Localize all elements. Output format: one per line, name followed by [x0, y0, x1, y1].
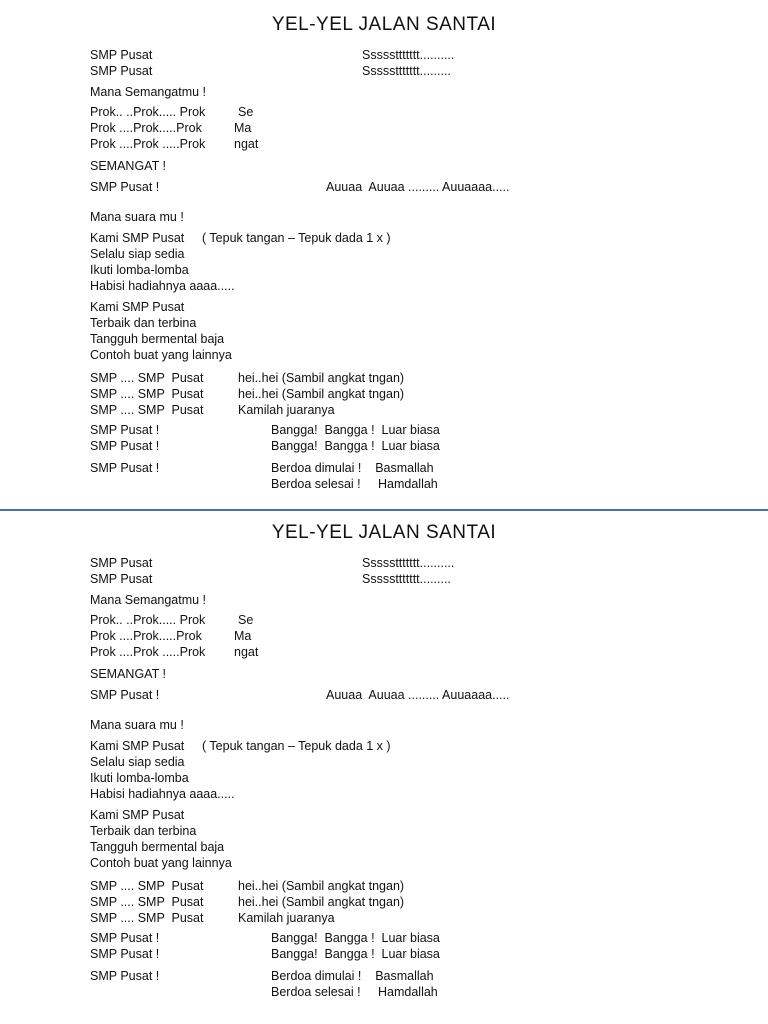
text-line: Kami SMP Pusat [90, 231, 185, 245]
text-line: SMP Pusat [90, 556, 153, 570]
text-line: SMP .... SMP Pusat [90, 371, 204, 385]
text-line: ngat [234, 645, 259, 659]
text-line: Selalu siap sedia [90, 247, 185, 261]
text-line: SMP .... SMP Pusat [90, 403, 204, 417]
text-line: Kamilah juaranya [238, 911, 335, 925]
page-title: YEL-YEL JALAN SANTAI [271, 522, 497, 543]
text-line: Sssssttttttt......... [362, 64, 451, 78]
text-line: Mana Semangatmu ! [90, 85, 207, 99]
text-line: Se [238, 105, 254, 119]
document-page-2 [0, 508, 768, 1016]
text-line: SMP .... SMP Pusat [90, 895, 204, 909]
text-line: SMP Pusat [90, 48, 153, 62]
text-line: Berdoa selesai ! Hamdallah [271, 985, 438, 999]
text-line: Habisi hadiahnya aaaa..... [90, 279, 235, 293]
text-line: Prok ....Prok .....Prok [90, 645, 206, 659]
text-line: hei..hei (Sambil angkat tngan) [238, 879, 405, 893]
text-line: SEMANGAT ! [90, 159, 166, 173]
text-line: Prok ....Prok .....Prok [90, 137, 206, 151]
text-line: SMP Pusat ! [90, 461, 160, 475]
text-line: Berdoa dimulai ! Basmallah [271, 969, 434, 983]
text-line: Auuaa Auuaa ......... Auuaaaa..... [326, 688, 510, 702]
text-line: Se [238, 613, 254, 627]
text-line: Bangga! Bangga ! Luar biasa [271, 931, 440, 945]
text-line: Bangga! Bangga ! Luar biasa [271, 439, 440, 453]
text-line: Kami SMP Pusat [90, 739, 185, 753]
text-line: Mana suara mu ! [90, 718, 184, 732]
text-line: Habisi hadiahnya aaaa..... [90, 787, 235, 801]
text-line: Sssssttttttt.......... [362, 556, 455, 570]
text-line: Bangga! Bangga ! Luar biasa [271, 947, 440, 961]
document-page-1 [0, 0, 768, 508]
text-line: SMP Pusat ! [90, 947, 160, 961]
text-line: ( Tepuk tangan – Tepuk dada 1 x ) [202, 739, 391, 753]
text-line: Ma [234, 121, 252, 135]
text-line: Kamilah juaranya [238, 403, 335, 417]
text-line: SMP Pusat ! [90, 439, 160, 453]
text-line: Tangguh bermental baja [90, 840, 225, 854]
text-line: Terbaik dan terbina [90, 316, 197, 330]
text-line: SMP .... SMP Pusat [90, 911, 204, 925]
text-line: Prok.. ..Prok..... Prok [90, 105, 206, 119]
text-line: ngat [234, 137, 259, 151]
text-line: Contoh buat yang lainnya [90, 348, 232, 362]
text-line: Ikuti lomba-lomba [90, 263, 189, 277]
text-line: SEMANGAT ! [90, 667, 166, 681]
page-title: YEL-YEL JALAN SANTAI [271, 14, 497, 35]
text-line: SMP Pusat [90, 572, 153, 586]
text-line: Berdoa dimulai ! Basmallah [271, 461, 434, 475]
text-line: Mana Semangatmu ! [90, 593, 207, 607]
text-line: Prok ....Prok.....Prok [90, 121, 202, 135]
text-line: Tangguh bermental baja [90, 332, 225, 346]
text-line: Sssssttttttt......... [362, 572, 451, 586]
text-line: Sssssttttttt.......... [362, 48, 455, 62]
text-line: Kami SMP Pusat [90, 300, 185, 314]
text-line: SMP Pusat ! [90, 688, 160, 702]
text-line: hei..hei (Sambil angkat tngan) [238, 387, 405, 401]
text-line: SMP Pusat ! [90, 180, 160, 194]
text-line: Bangga! Bangga ! Luar biasa [271, 423, 440, 437]
text-line: SMP Pusat ! [90, 931, 160, 945]
text-line: Ma [234, 629, 252, 643]
text-line: Ikuti lomba-lomba [90, 771, 189, 785]
text-line: SMP .... SMP Pusat [90, 387, 204, 401]
text-line: SMP .... SMP Pusat [90, 879, 204, 893]
text-line: ( Tepuk tangan – Tepuk dada 1 x ) [202, 231, 391, 245]
text-line: Selalu siap sedia [90, 755, 185, 769]
text-line: hei..hei (Sambil angkat tngan) [238, 895, 405, 909]
text-line: Prok ....Prok.....Prok [90, 629, 202, 643]
text-line: SMP Pusat [90, 64, 153, 78]
text-line: Prok.. ..Prok..... Prok [90, 613, 206, 627]
text-line: Berdoa selesai ! Hamdallah [271, 477, 438, 491]
text-line: Mana suara mu ! [90, 210, 184, 224]
text-line: Kami SMP Pusat [90, 808, 185, 822]
text-line: hei..hei (Sambil angkat tngan) [238, 371, 405, 385]
text-line: Auuaa Auuaa ......... Auuaaaa..... [326, 180, 510, 194]
text-line: Terbaik dan terbina [90, 824, 197, 838]
text-line: Contoh buat yang lainnya [90, 856, 232, 870]
text-line: SMP Pusat ! [90, 423, 160, 437]
text-line: SMP Pusat ! [90, 969, 160, 983]
